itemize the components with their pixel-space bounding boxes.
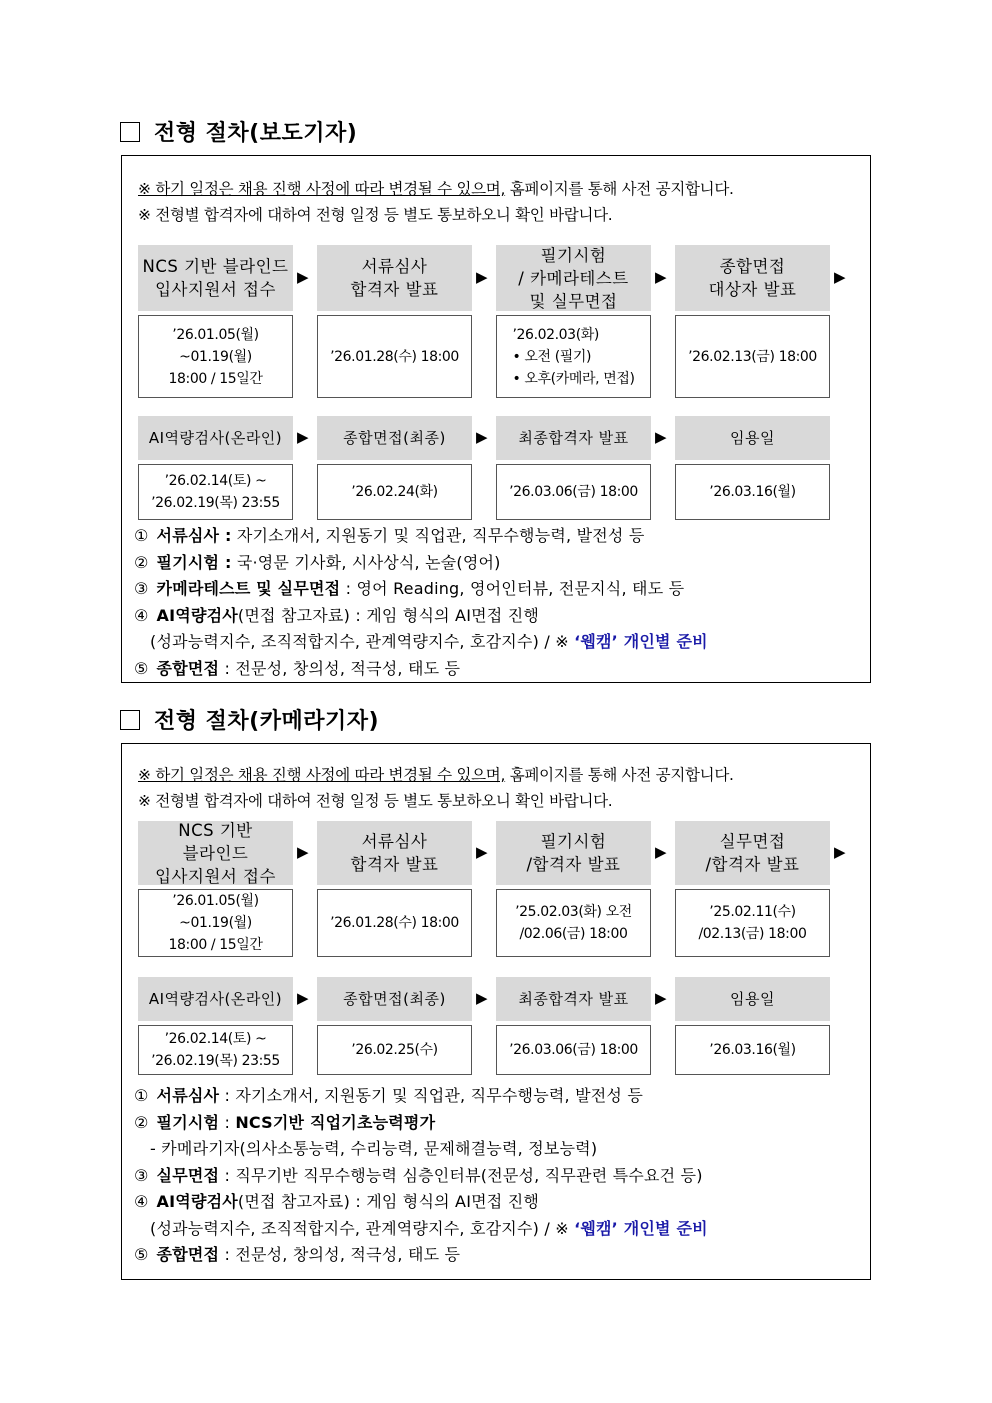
step-title-line: 종합면접(최종) bbox=[343, 428, 446, 447]
step-date-line: ’26.01.05(월) bbox=[172, 326, 259, 343]
notice-text bbox=[138, 762, 734, 814]
step-title-text bbox=[343, 427, 446, 450]
step-title-text bbox=[706, 830, 800, 876]
step-date bbox=[317, 889, 472, 957]
process-step bbox=[317, 821, 472, 957]
step-date-text bbox=[330, 346, 459, 368]
step-date-line: • 오후(카메라, 면접) bbox=[512, 370, 635, 387]
arrow-right-icon: ▶ bbox=[476, 989, 488, 1007]
criteria-text: (성과능력지수, 조직적합지수, 관계역량지수, 호감지수) / ※ bbox=[150, 632, 575, 651]
criteria-item bbox=[134, 1242, 708, 1269]
criteria-number: ① bbox=[134, 526, 149, 545]
step-title-line: 종합면접(최종) bbox=[343, 989, 446, 1008]
step-title-text bbox=[527, 830, 621, 876]
step-date bbox=[675, 315, 830, 398]
step-date-line: ’26.02.19(목) 23:55 bbox=[151, 495, 280, 511]
step-title-line: NCS 기반 블라인드 bbox=[142, 257, 289, 276]
criteria-item bbox=[134, 1136, 708, 1163]
step-title-line: 필기시험 bbox=[540, 832, 607, 851]
step-date-line: /02.13(금) 18:00 bbox=[698, 926, 807, 942]
criteria-number: ① bbox=[134, 1086, 149, 1105]
step-title-text bbox=[351, 830, 439, 876]
criteria-item bbox=[134, 1110, 708, 1137]
criteria-text: : 직무기반 직무수행능력 심층인터뷰(전문성, 직무관련 특수요건 등) bbox=[219, 1165, 703, 1185]
step-title-text bbox=[709, 255, 797, 301]
step-title-line: 서류심사 bbox=[361, 257, 428, 276]
criteria-text: (면접 참고자료) : 게임 형식의 AI면접 진행 bbox=[237, 605, 540, 625]
step-date bbox=[675, 1025, 830, 1075]
step-date bbox=[496, 464, 651, 520]
step-date-text bbox=[330, 912, 459, 934]
step-date-text bbox=[509, 1039, 638, 1061]
arrow-right-icon: ▶ bbox=[297, 268, 309, 286]
section-title-text: 전형 절차(보도기자) bbox=[154, 121, 358, 146]
criteria-label: AI역량검사 bbox=[156, 1192, 238, 1211]
step-title-text bbox=[518, 244, 628, 313]
criteria-label: 카메라테스트 및 실무면접 bbox=[156, 579, 341, 598]
step-title bbox=[496, 977, 651, 1021]
arrow-right-icon: ▶ bbox=[476, 428, 488, 446]
step-date bbox=[496, 315, 651, 398]
step-date-line: ’26.03.16(월) bbox=[709, 1042, 796, 1058]
step-date bbox=[675, 464, 830, 520]
webcam-note: ‘웹캠’ 개인별 준비 bbox=[574, 632, 708, 651]
step-title-line: AI역량검사(온라인) bbox=[148, 989, 283, 1008]
criteria-number: ② bbox=[134, 1112, 149, 1132]
step-title-text bbox=[351, 255, 439, 301]
step-title-line: 합격자 발표 bbox=[350, 280, 439, 299]
process-step bbox=[496, 821, 651, 957]
process-step bbox=[317, 245, 472, 398]
step-date-text bbox=[168, 324, 262, 390]
step-date-text bbox=[168, 890, 262, 956]
criteria-text: 국·영문 기사화, 시사상식, 논술(영어) bbox=[231, 552, 501, 572]
step-title-line: 입사지원서 접수 bbox=[155, 280, 276, 299]
step-title-line: 및 실무면접 bbox=[529, 291, 618, 311]
step-date-line: ’26.02.25(수) bbox=[351, 1042, 438, 1058]
step-title-line: AI역량검사(온라인) bbox=[148, 428, 283, 447]
step-title-line: 임용일 bbox=[730, 428, 775, 447]
step-title-line: 서류심사 bbox=[361, 832, 428, 851]
step-title-line: NCS 기반 bbox=[178, 820, 253, 840]
step-date-line: ~01.19(월) bbox=[179, 348, 252, 365]
step-title-text bbox=[143, 255, 289, 301]
step-title-line: 최종합격자 발표 bbox=[518, 989, 629, 1008]
step-title-line: 최종합격자 발표 bbox=[518, 428, 629, 447]
step-date-line: • 오전 (필기) bbox=[512, 348, 592, 365]
process-step bbox=[138, 416, 293, 520]
process-step bbox=[675, 245, 830, 398]
step-title-text bbox=[149, 988, 282, 1011]
step-title bbox=[675, 821, 830, 885]
criteria-item bbox=[134, 1189, 708, 1216]
criteria-number: ② bbox=[134, 552, 149, 572]
criteria-item bbox=[134, 1163, 708, 1190]
step-title-line: 필기시험 bbox=[540, 245, 607, 265]
step-date-line: /02.06(금) 18:00 bbox=[519, 926, 628, 942]
criteria-label: 필기시험 bbox=[156, 1112, 220, 1132]
step-title-line: /합격자 발표 bbox=[705, 855, 800, 874]
criteria-text: : 영어 Reading, 영어인터뷰, 전문지식, 태도 등 bbox=[340, 579, 685, 598]
criteria-list bbox=[134, 523, 708, 682]
webcam-note: ‘웹캠’ 개인별 준비 bbox=[574, 1218, 708, 1238]
section-title-camera bbox=[120, 704, 379, 735]
step-date-line: 18:00 / 15일간 bbox=[168, 370, 263, 387]
criteria-item bbox=[134, 523, 708, 550]
section-title-text: 전형 절차(카메라기자) bbox=[154, 709, 380, 734]
step-title-line: 종합면접 bbox=[719, 257, 786, 276]
notice-line-1a: ※ 하기 일정은 채용 진행 사정에 따라 변경될 수 있으며, bbox=[138, 180, 506, 198]
arrow-right-icon: ▶ bbox=[476, 268, 488, 286]
criteria-number: ④ bbox=[134, 1192, 149, 1211]
step-date-text bbox=[688, 346, 817, 368]
section-title-reporter bbox=[120, 116, 357, 147]
step-date-line: 18:00 / 15일간 bbox=[168, 937, 263, 953]
step-date-line: ~01.19(월) bbox=[179, 915, 252, 931]
criteria-item bbox=[134, 550, 708, 577]
step-date bbox=[317, 1025, 472, 1075]
criteria-label: AI역량검사 bbox=[156, 605, 238, 625]
notice-line-2: ※ 전형별 합격자에 대하여 전형 일정 등 별도 통보하오니 확인 바랍니다. bbox=[138, 792, 613, 810]
step-date-text bbox=[709, 481, 795, 503]
step-title bbox=[675, 977, 830, 1021]
step-date bbox=[138, 315, 293, 398]
criteria-text: : 전문성, 창의성, 적극성, 태도 등 bbox=[219, 1245, 461, 1264]
process-step bbox=[496, 977, 651, 1075]
process-step bbox=[496, 416, 651, 520]
criteria-label: 종합면접 bbox=[156, 658, 220, 678]
step-date-line: ’26.03.06(금) 18:00 bbox=[509, 1042, 638, 1058]
step-date-line: ’26.01.28(수) 18:00 bbox=[330, 915, 459, 931]
arrow-right-icon: ▶ bbox=[834, 843, 846, 861]
criteria-text: (성과능력지수, 조직적합지수, 관계역량지수, 호감지수) / ※ bbox=[150, 1218, 575, 1238]
step-title-text bbox=[155, 819, 276, 888]
step-title bbox=[317, 821, 472, 885]
criteria-item bbox=[134, 656, 708, 683]
step-title bbox=[317, 977, 472, 1021]
step-title bbox=[317, 245, 472, 311]
notice-line-1b: 홈페이지를 통해 사전 공지합니다. bbox=[505, 766, 734, 784]
criteria-number: ③ bbox=[134, 1165, 149, 1185]
criteria-list bbox=[134, 1083, 708, 1269]
step-date-text bbox=[515, 901, 632, 945]
step-title bbox=[138, 977, 293, 1021]
process-step bbox=[317, 416, 472, 520]
step-title bbox=[138, 821, 293, 885]
step-date-text bbox=[513, 324, 635, 390]
process-box-camera bbox=[121, 743, 871, 1280]
step-title bbox=[317, 416, 472, 460]
process-step bbox=[317, 977, 472, 1075]
arrow-right-icon: ▶ bbox=[655, 428, 667, 446]
criteria-item bbox=[134, 629, 708, 656]
step-date-line: ’26.02.19(목) 23:55 bbox=[151, 1053, 280, 1069]
step-date-text bbox=[509, 481, 638, 503]
step-title bbox=[496, 416, 651, 460]
step-title-text bbox=[518, 427, 628, 450]
criteria-number: ⑤ bbox=[134, 1245, 149, 1264]
arrow-right-icon: ▶ bbox=[834, 268, 846, 286]
step-title-text bbox=[518, 988, 628, 1011]
notice-line-1b: 홈페이지를 통해 사전 공지합니다. bbox=[505, 180, 734, 198]
step-date-line: ’26.02.24(화) bbox=[351, 484, 438, 500]
process-step bbox=[675, 416, 830, 520]
step-date bbox=[317, 315, 472, 398]
criteria-text: : bbox=[219, 1112, 236, 1132]
step-title bbox=[496, 245, 651, 311]
checkbox-square-icon bbox=[120, 710, 140, 730]
step-date-line: ’26.03.16(월) bbox=[709, 484, 796, 500]
step-date-line: ’26.01.28(수) 18:00 bbox=[330, 348, 459, 365]
step-date bbox=[496, 889, 651, 957]
criteria-label: 종합면접 bbox=[156, 1245, 220, 1264]
step-title-line: / 카메라테스트 bbox=[518, 268, 629, 288]
step-title bbox=[675, 416, 830, 460]
criteria-label: 서류심사 bbox=[156, 1086, 220, 1105]
arrow-right-icon: ▶ bbox=[297, 843, 309, 861]
step-date-line: ’25.02.03(화) 오전 bbox=[515, 904, 632, 920]
step-date-text bbox=[351, 1039, 437, 1061]
criteria-emphasis: NCS기반 직업기초능력평가 bbox=[235, 1112, 436, 1132]
criteria-text: (면접 참고자료) : 게임 형식의 AI면접 진행 bbox=[237, 1192, 540, 1211]
criteria-text: : 자기소개서, 지원동기 및 직업관, 직무수행능력, 발전성 등 bbox=[219, 1086, 643, 1105]
step-title-text bbox=[149, 427, 282, 450]
step-title bbox=[675, 245, 830, 311]
step-date-line: ’26.02.03(화) bbox=[512, 326, 599, 343]
step-date-line: ’25.02.11(수) bbox=[709, 904, 796, 920]
step-title-line: 실무면접 bbox=[719, 832, 786, 851]
step-title-line: 대상자 발표 bbox=[708, 280, 797, 299]
criteria-number: ⑤ bbox=[134, 658, 149, 678]
checkbox-square-icon bbox=[120, 122, 140, 142]
step-date-text bbox=[151, 1028, 280, 1072]
step-date bbox=[496, 1025, 651, 1075]
step-title-line: 임용일 bbox=[730, 989, 775, 1008]
step-title-line: 블라인드 bbox=[182, 843, 249, 863]
notice-text bbox=[138, 176, 734, 228]
process-step bbox=[138, 977, 293, 1075]
arrow-right-icon: ▶ bbox=[655, 989, 667, 1007]
step-date-line: ’26.01.05(월) bbox=[172, 893, 259, 909]
step-title bbox=[496, 821, 651, 885]
arrow-right-icon: ▶ bbox=[655, 843, 667, 861]
process-step bbox=[138, 245, 293, 398]
step-title-text bbox=[730, 427, 775, 450]
step-title-text bbox=[343, 988, 446, 1011]
notice-line-2: ※ 전형별 합격자에 대하여 전형 일정 등 별도 통보하오니 확인 바랍니다. bbox=[138, 206, 613, 224]
arrow-right-icon: ▶ bbox=[297, 989, 309, 1007]
step-title-line: 입사지원서 접수 bbox=[155, 866, 276, 886]
criteria-label: 실무면접 bbox=[156, 1165, 220, 1185]
step-date-text bbox=[151, 470, 280, 514]
process-step bbox=[675, 821, 830, 957]
step-date-text bbox=[709, 1039, 795, 1061]
criteria-item bbox=[134, 576, 708, 603]
process-step bbox=[496, 245, 651, 398]
step-date-line: ’26.03.06(금) 18:00 bbox=[509, 484, 638, 500]
criteria-label: 서류심사 : bbox=[156, 526, 232, 545]
process-box-reporter bbox=[121, 155, 871, 683]
step-date-line: ’26.02.14(토) ~ bbox=[164, 1031, 267, 1047]
criteria-text: 자기소개서, 지원동기 및 직업관, 직무수행능력, 발전성 등 bbox=[231, 526, 645, 545]
step-date-line: ’26.02.13(금) 18:00 bbox=[688, 348, 817, 365]
criteria-item bbox=[134, 1083, 708, 1110]
process-step bbox=[138, 821, 293, 957]
step-title-text bbox=[730, 988, 775, 1011]
arrow-right-icon: ▶ bbox=[655, 268, 667, 286]
step-date-text bbox=[698, 901, 806, 945]
step-title bbox=[138, 416, 293, 460]
step-date bbox=[138, 464, 293, 520]
step-title bbox=[138, 245, 293, 311]
step-date bbox=[138, 889, 293, 957]
arrow-right-icon: ▶ bbox=[476, 843, 488, 861]
step-date-line: ’26.02.14(토) ~ bbox=[164, 473, 267, 489]
criteria-item bbox=[134, 1216, 708, 1243]
process-step bbox=[675, 977, 830, 1075]
step-date-text bbox=[351, 481, 437, 503]
criteria-text: : 전문성, 창의성, 적극성, 태도 등 bbox=[219, 658, 461, 678]
criteria-item bbox=[134, 603, 708, 630]
criteria-label: 필기시험 : bbox=[156, 552, 232, 572]
step-date bbox=[675, 889, 830, 957]
criteria-number: ④ bbox=[134, 605, 149, 625]
step-title-line: /합격자 발표 bbox=[526, 855, 621, 874]
criteria-text: - 카메라기자(의사소통능력, 수리능력, 문제해결능력, 정보능력) bbox=[150, 1139, 598, 1158]
arrow-right-icon: ▶ bbox=[297, 428, 309, 446]
step-title-line: 합격자 발표 bbox=[350, 855, 439, 874]
criteria-number: ③ bbox=[134, 579, 149, 598]
notice-line-1a: ※ 하기 일정은 채용 진행 사정에 따라 변경될 수 있으며, bbox=[138, 766, 506, 784]
step-date bbox=[317, 464, 472, 520]
step-date bbox=[138, 1025, 293, 1075]
